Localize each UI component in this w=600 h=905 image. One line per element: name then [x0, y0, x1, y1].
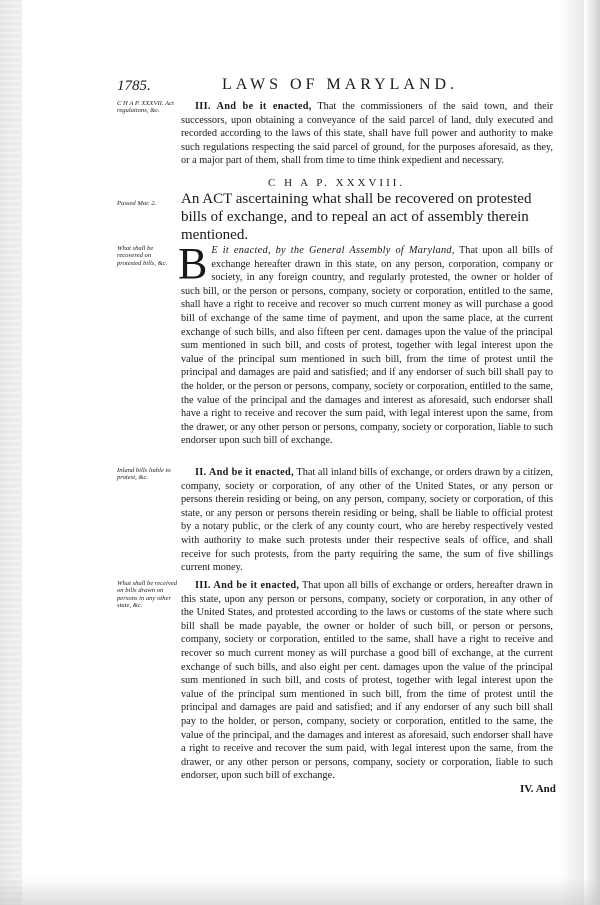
binding-gutter — [0, 0, 22, 905]
section-3 — [181, 579, 553, 783]
section-2 — [181, 466, 553, 575]
chapter-heading: C H A P. XXXVIII. — [268, 177, 406, 189]
page-header — [117, 76, 520, 102]
section-1 — [178, 239, 553, 448]
section-text: That upon all bills of exchange hereafter drawn in this state, on any person, corporation, company or society, in any foreign country, and regularly protested, the owner or holder of such bill, or the person or persons, company, society or corporation, entitled to the same, shall have a right to receive and recover so much current money as will purchase a good bill of exchange of the same time of payment, and upon the same place, at the current exchange of such bills, and also fifteen per cent. damages upon the value of the principal sum mentioned in such bill, and costs of protest, together with legal interest upon the value of the principal sum mentioned in such bill, from the time of protest until the principal and damages are paid and satisfied; and if any endorser of such bill shall pay to the holder, or the person or persons, company, society or corporation, entitled to the same, the value of the principal and the damages and interest as aforesaid, such endorser shall have a right to receive and recover the sum paid, with legal interest upon the same, from the drawer, or any other person or persons, company, society or corporation, liable to such endorser upon such bill of exchange. — [181, 245, 553, 447]
margin-note-received: What shall be received on bills drawn on persons in any other state, &c. — [117, 580, 177, 610]
section-text: That upon all bills of exchange or orders, hereafter drawn in this state, upon any person or persons, company, society or corporation, in any other of the United States, and protested according to the laws or customs of the state where such bill shall be made payable, the owner or holder of such bill, or person or persons, company, society or corporation, entitled to the same, shall have a right to receive and recover so much current money as will purchase a good bill of exchange, at the current exchange of such bills, and also eight per cent. damages upon the value of the principal sum mentioned in such bill, and costs of protest, together with legal interest upon the value of the principal sum mentioned in such bill, from the time of protest until the principal and damages are paid and satisfied; and if any endorser of any such bill shall pay to the holder, or person, company, society or corporation, entitled to the same, the value of the principal, and the damages and interest as aforesaid, such endorser shall have a right to receive and recover the sum paid, with legal interest upon the same, from the drawer, or any other person or persons, company, society or corporation, liable to such endorser, upon such bill of exchange. — [181, 580, 554, 782]
margin-note-chap37: C H A P. XXXVII. Act regulations, &c. — [117, 100, 174, 115]
enacting-clause: III. And be it enacted, — [195, 101, 312, 112]
section-prev — [181, 100, 553, 168]
catchword: IV. And — [520, 783, 556, 795]
page-bottom-shadow — [0, 877, 600, 905]
enacting-clause: III. And be it enacted, — [195, 580, 300, 591]
enacting-clause: E it enacted, by the General Assembly of Maryland, — [211, 245, 455, 256]
act-title: An ACT ascertaining what shall be recovered on protested bills of exchange, and to repeal an act of assembly therein mentioned. — [181, 191, 532, 243]
running-title: LAWS OF MARYLAND. — [222, 76, 459, 93]
margin-note-inland: Inland bills liable to protest, &c. — [117, 467, 171, 482]
margin-note-passed: Passed Mar. 2. — [117, 200, 157, 207]
page-edge — [584, 0, 600, 905]
section-text: That all inland bills of exchange, or orders drawn by a citizen, company, society or corporation, of any other of the United States, or any person or persons therein residing or being, on any person, company, society or corporation, of this state, or any person or persons therein residing or being, shall be liable to official protest by a notary public, or the clerk of any county court, who are hereby respectively vested with authority to make such protests under their respective seals of office, and shall receive for such protests, from the party requiring the same, the sum of five shillings current money. — [181, 467, 553, 574]
drop-cap: B — [178, 239, 208, 288]
section-text: That the commissioners of the said town, and their successors, upon obtaining a conveyance of the said parcel of land, duly executed and recorded according to the laws of this state, shall have full power and authority to make such regulations respecting the said parcel of ground, for the purposes aforesaid, as they, or a major part of them, shall from time to time think expedient and necessary. — [181, 101, 553, 167]
page-year: 1785. — [117, 78, 151, 94]
margin-note-recovered: What shall be recovered on protested bills, &c. — [117, 245, 168, 267]
enacting-clause: II. And be it enacted, — [195, 467, 294, 478]
